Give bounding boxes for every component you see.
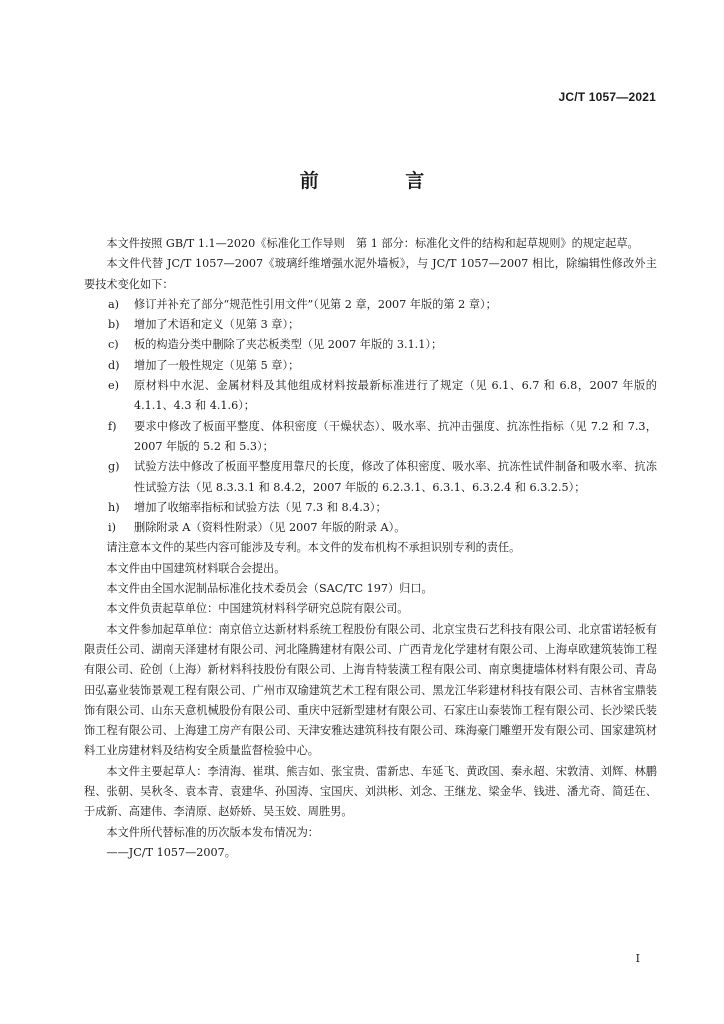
list-item-text: 增加了一般性规定（见第 5 章）； bbox=[134, 358, 300, 372]
paragraph-replacement: 本文件代替 JC/T 1057—2007《玻璃纤维增强水泥外墙板》，与 JC/T 1057—2007 相比，除编辑性修改外主要技术变化如下： bbox=[84, 257, 657, 291]
patent-notice: 请注意本文件的某些内容可能涉及专利。本文件的发布机构不承担识别专利的责任。 bbox=[106, 541, 521, 555]
document-code: JC/T 1057—2021 bbox=[558, 90, 656, 104]
list-item bbox=[84, 295, 657, 315]
list-item-key: d) bbox=[108, 358, 120, 372]
page-title: 前 言 bbox=[299, 170, 465, 192]
list-item bbox=[84, 376, 657, 417]
paragraph-drafting-rules: 本文件按照 GB/T 1.1—2020《标准化工作导则 第 1 部分：标准化文件的结构和起草规则》的规定起草。 bbox=[106, 237, 639, 250]
list-item bbox=[84, 315, 657, 335]
list-item-key: f) bbox=[108, 419, 117, 433]
list-item-text: 增加了收缩率指标和试验方法（见 7.3 和 8.4.3）； bbox=[134, 500, 387, 514]
list-item bbox=[84, 335, 657, 355]
list-item-key: e) bbox=[108, 379, 119, 393]
page-number: I bbox=[635, 952, 640, 965]
list-item-text: 原材料中水泥、金属材料及其他组成材料按最新标准进行了规定（见 6.1、6.7 和 6.8，2007 年版的 4.1.1、4.3 和 4.1.6）； bbox=[134, 379, 657, 413]
list-item-key: h) bbox=[108, 500, 120, 514]
list-item bbox=[84, 457, 657, 498]
list-item-key: g) bbox=[108, 460, 120, 474]
proposer-statement: 本文件由中国建筑材料联合会提出。 bbox=[106, 561, 286, 575]
list-item-key: a) bbox=[108, 297, 120, 311]
list-item-text: 板的构造分类中删除了夹芯板类型（见 2007 年版的 3.1.1）； bbox=[134, 338, 443, 352]
list-item-key: c) bbox=[108, 338, 119, 352]
lead-drafter-statement: 本文件负责起草单位：中国建筑材料科学研究总院有限公司。 bbox=[106, 602, 409, 616]
foreword-body bbox=[84, 234, 657, 863]
committee-statement: 本文件由全国水泥制品标准化技术委员会（SAC/TC 197）归口。 bbox=[106, 582, 433, 596]
list-item bbox=[84, 498, 657, 518]
history-intro: 本文件所代替标准的历次版本发布情况为： bbox=[106, 825, 319, 839]
list-item-key: i) bbox=[108, 521, 116, 535]
list-item bbox=[84, 417, 657, 458]
main-drafters: 本文件主要起草人：李清海、崔琪、熊吉如、张宝贵、雷新忠、车延飞、黄政国、秦永超、宋敦清、刘辉、林鹏程、张朝、吴秋冬、袁本青、袁建华、孙国涛、宝国庆、刘洪彬、刘念、王继龙、梁金华、钱进、潘尤奇、简廷在、于成新、高建伟、李清原、赵娇娇、吴玉姣、周胜男。 bbox=[84, 764, 657, 819]
changes-list bbox=[84, 295, 657, 539]
list-item-text: 修订并补充了部分“规范性引用文件”（见第 2 章，2007 年版的第 2 章）； bbox=[134, 297, 497, 311]
list-item-key: b) bbox=[108, 318, 120, 332]
list-item-text: 删除附录 A（资料性附录）（见 2007 年版的附录 A）。 bbox=[134, 521, 406, 535]
list-item bbox=[84, 518, 657, 538]
participating-units: 本文件参加起草单位：南京倍立达新材料系统工程股份有限公司、北京宝贵石艺科技有限公司、北京雷诺轻板有限责任公司、湖南天泽建材有限公司、河北隆腾建材有限公司、广西青龙化学建材有限公司、上海卓欧建筑装饰工程有限公司、砼创（上海）新材料科技股份有限公司、上海肯特装潢工程有限公司、南京奥捷墙体材料有限公司、青岛田弘嘉业装饰景观工程有限公司、广州市双瑜建筑艺术工程有限公司、黑龙江华彩建材科技有限公司、吉林省宝鼎装饰有限公司、山东天意机械股份有限公司、重庆中冠新型建材有限公司、石家庄山泰装饰工程有限公司、长沙梁氏装饰工程有限公司、上海建工房产有限公司、天津安雅达建筑科技有限公司、珠海豪门雕塑开发有限公司、国家建筑材料工业房建材料及结构安全质量监督检验中心。 bbox=[84, 622, 657, 758]
list-item-text: 试验方法中修改了板面平整度用靠尺的长度，修改了体积密度、吸水率、抗冻性试件制备和吸水率、抗冻性试验方法（见 8.3.3.1 和 8.4.2，2007 年版的 6.2.3.1、6.3.1、6.3.2.4 和 6.3.2.5）； bbox=[134, 460, 657, 494]
list-item-text: 要求中修改了板面平整度、体积密度（干燥状态）、吸水率、抗冲击强度、抗冻性指标（见 7.2 和 7.3，2007 年版的 5.2 和 5.3）； bbox=[134, 419, 657, 453]
list-item bbox=[84, 356, 657, 376]
list-item-text: 增加了术语和定义（见第 3 章）； bbox=[134, 318, 300, 332]
history-item: ——JC/T 1057—2007。 bbox=[106, 845, 236, 859]
